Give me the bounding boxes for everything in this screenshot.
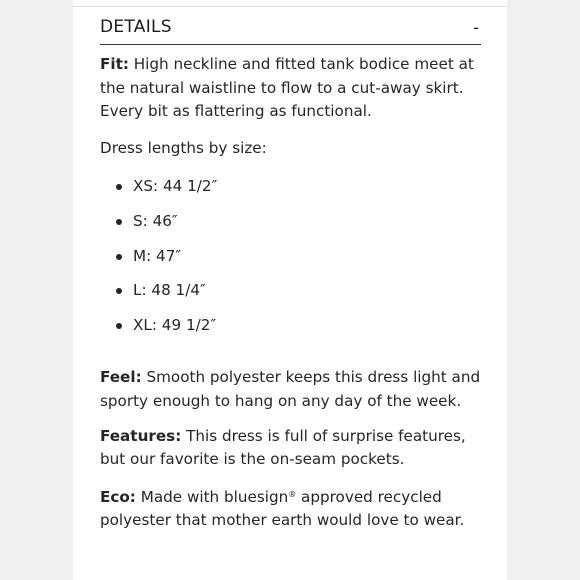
size-length: L: 48 1/4″ (133, 281, 206, 300)
size-lengths-list (100, 175, 490, 348)
eco-text-after: approved recycled polyester that mother earth would love to wear. (100, 487, 465, 530)
fit-paragraph (100, 53, 490, 124)
eco-text-before: Made with bluesign (135, 487, 289, 506)
collapse-toggle-icon[interactable]: - (473, 17, 479, 37)
bullet-icon (116, 219, 122, 225)
registered-mark: ® (288, 489, 297, 499)
bullet-icon (116, 323, 122, 329)
size-length: XS: 44 1/2″ (133, 177, 218, 196)
top-divider (73, 6, 507, 7)
fit-text: High neckline and fitted tank bodice meet at the natural waistline to flow to a cut-away skirt. Every bit as flattering as functional. (100, 55, 474, 121)
list-item (100, 175, 490, 210)
features-text: This dress is full of surprise features, but our favorite is the on-seam pockets. (100, 426, 466, 469)
bullet-icon (116, 254, 122, 260)
fit-label: Fit: (100, 55, 129, 73)
details-accordion-header[interactable] (100, 10, 481, 45)
list-item (100, 314, 490, 349)
details-section-title: DETAILS (100, 17, 172, 37)
list-item (100, 210, 490, 245)
list-item (100, 245, 490, 280)
product-details-panel (73, 0, 507, 580)
eco-label: Eco: (100, 487, 136, 506)
size-length: M: 47″ (133, 246, 182, 265)
feel-label: Feel: (100, 368, 142, 387)
eco-paragraph (100, 483, 490, 533)
feel-text: Smooth polyester keeps this dress light and sporty enough to hang on any day of the week. (100, 368, 481, 410)
size-length: XL: 49 1/2″ (133, 315, 217, 334)
lengths-intro: Dress lengths by size: (100, 138, 267, 157)
features-paragraph (100, 425, 490, 472)
size-length: S: 46″ (133, 211, 178, 230)
bullet-icon (116, 288, 122, 294)
list-item (100, 279, 490, 314)
feel-paragraph (100, 366, 490, 413)
features-label: Features: (100, 426, 182, 445)
details-content (100, 53, 490, 533)
bullet-icon (116, 184, 122, 190)
